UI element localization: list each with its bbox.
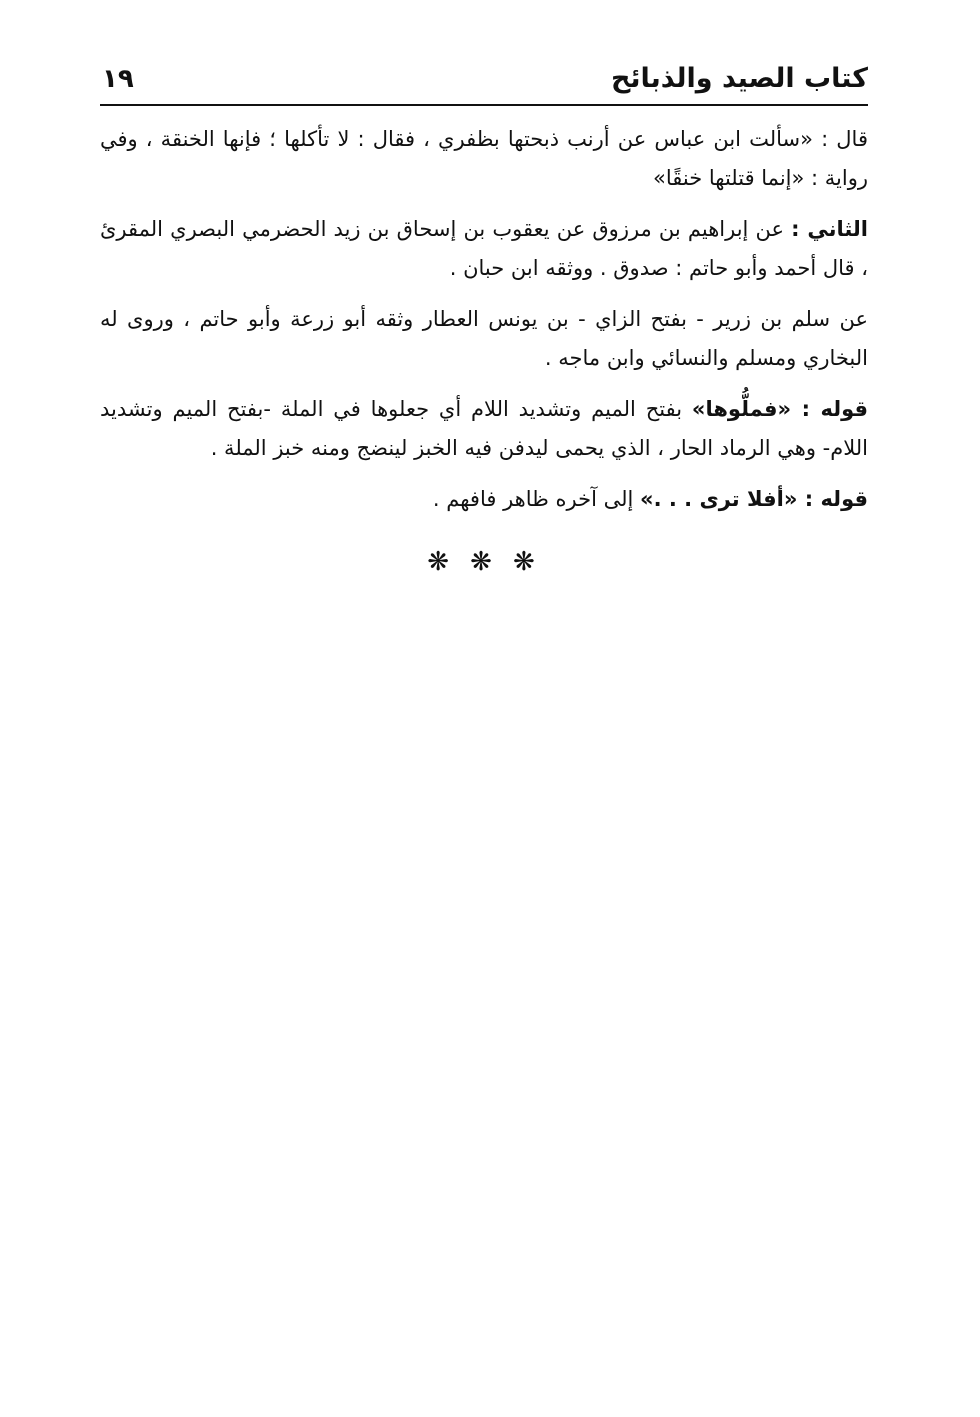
section-separator: ❋ ❋ ❋ — [427, 547, 541, 577]
paragraph-2 — [100, 210, 868, 288]
paragraph-lead: قوله : «فملُّوها» — [691, 397, 868, 421]
running-header — [100, 58, 868, 106]
paragraph-5 — [100, 480, 868, 519]
page-body — [100, 120, 868, 582]
paragraph-text: عن إبراهيم بن مرزوق عن يعقوب بن إسحاق بن زيد الحضرمي البصري المقرئ ، قال أحمد وأبو حاتم : صدوق . ووثقه ابن حبان . — [100, 217, 868, 280]
page-number: ١٩ — [102, 64, 134, 94]
paragraph-1 — [100, 120, 868, 198]
paragraph-text: قال : «سألت ابن عباس عن أرنب ذبحتها بظفري ، فقال : لا تأكلها ؛ فإنها الخنقة ، وفي رواية : «إنما قتلتها خنقًا» — [100, 127, 868, 190]
paragraph-text: بفتح الميم وتشديد اللام أي جعلوها في الملة -بفتح الميم وتشديد اللام- وهي الرماد الحار ، الذي يحمى ليدفن فيه الخبز لينضج ومنه خبز الملة . — [100, 397, 868, 460]
chapter-title: كتاب الصيد والذبائح — [610, 63, 868, 94]
paragraph-text: إلى آخره ظاهر فافهم . — [432, 487, 641, 511]
paragraph-lead: الثاني : — [791, 217, 868, 241]
paragraph-text: عن سلم بن زرير - بفتح الزاي - بن يونس العطار وثقه أبو زرعة وأبو حاتم ، وروى له البخاري ومسلم والنسائي وابن ماجه . — [100, 307, 868, 370]
paragraph-3 — [100, 300, 868, 378]
paragraph-4 — [100, 390, 868, 468]
document-page — [100, 58, 868, 582]
paragraph-lead: قوله : «أفلا ترى . . .» — [640, 487, 868, 511]
